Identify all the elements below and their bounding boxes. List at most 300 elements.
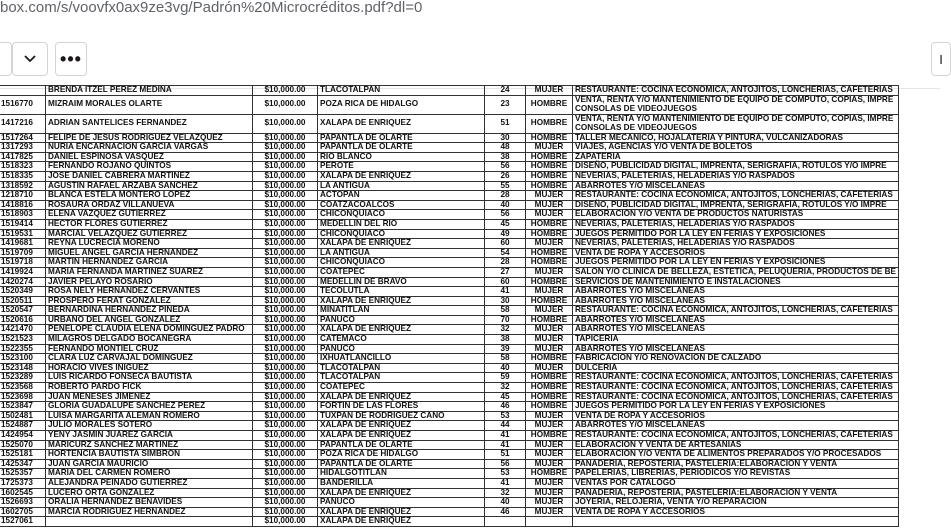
- row-id: [0, 86, 46, 96]
- row-activity: ELABORACION Y VENTA DE ARTESANIAS: [573, 440, 899, 450]
- row-municipality: COATZACOALCOS: [318, 200, 485, 210]
- row-sex: HOMBRE: [526, 162, 573, 172]
- row-name: ROBERTO PARDO FICK: [46, 383, 253, 393]
- row-activity: ZAPATERIA: [573, 152, 899, 162]
- row-age: 38: [485, 335, 526, 345]
- table-row: [0, 478, 899, 488]
- table-row: [0, 219, 899, 229]
- table-row: [0, 517, 899, 527]
- row-id: 1527061: [0, 517, 46, 527]
- row-id: 1517264: [0, 133, 46, 143]
- row-age: 32: [485, 325, 526, 335]
- row-sex: HOMBRE: [526, 219, 573, 229]
- row-age: 51: [485, 114, 526, 133]
- row-id: 1502481: [0, 411, 46, 421]
- row-name: MARIA DEL CARMEN ROMERO: [46, 469, 253, 479]
- row-amount: $10,000.00: [253, 373, 318, 383]
- row-age: 46: [485, 402, 526, 412]
- row-sex: HOMBRE: [526, 469, 573, 479]
- row-sex: HOMBRE: [526, 373, 573, 383]
- row-name: MIZRAIM MORALES OLARTE: [46, 95, 253, 114]
- row-amount: $10,000.00: [253, 219, 318, 229]
- row-amount: $10,000.00: [253, 411, 318, 421]
- viewer-toolbar: [0, 22, 943, 89]
- row-amount: $10,000.00: [253, 267, 318, 277]
- row-name: FERNANDO ROJANO QUINTOS: [46, 162, 253, 172]
- row-id: 1520349: [0, 287, 46, 297]
- row-name: ELENA VAZQUEZ GUTIERREZ: [46, 210, 253, 220]
- table-row: [0, 191, 899, 201]
- row-amount: $10,000.00: [253, 440, 318, 450]
- row-amount: $10,000.00: [253, 315, 318, 325]
- row-id: 1523698: [0, 392, 46, 402]
- row-activity: VENTA DE ROPA Y ACCESORIOS: [573, 411, 899, 421]
- row-id: 1421470: [0, 325, 46, 335]
- row-sex: MUJER: [526, 306, 573, 316]
- row-municipality: CHICONQUIACO: [318, 229, 485, 239]
- row-id: 1526693: [0, 498, 46, 508]
- table-row: [0, 114, 899, 133]
- row-municipality: PEROTE: [318, 162, 485, 172]
- row-age: 58: [485, 354, 526, 364]
- row-name: MIGUEL ANGEL GARCIA HERNANDEZ: [46, 248, 253, 258]
- row-name: JUAN GARCIA MAURICIO: [46, 459, 253, 469]
- row-age: 56: [485, 459, 526, 469]
- url-text[interactable]: box.com/s/voovfx0ax9ze3vg/Padrón%20Microcréditos.pdf?dl=0: [0, 0, 423, 16]
- row-municipality: MEDELLIN DE BRAVO: [318, 277, 485, 287]
- row-id: 1523568: [0, 383, 46, 393]
- row-sex: HOMBRE: [526, 258, 573, 268]
- row-amount: $10,000.00: [253, 421, 318, 431]
- row-municipality: PAPANTLA DE OLARTE: [318, 459, 485, 469]
- row-activity: RESTAURANTE: COCINA ECONOMICA, ANTOJITOS, LONCHERIAS, CAFETERIAS: [573, 431, 899, 441]
- row-name: MARICURZ SANCHEZ MARTINEZ: [46, 440, 253, 450]
- table-row: [0, 498, 899, 508]
- row-age: 32: [485, 383, 526, 393]
- row-municipality: TLACOTALPAN: [318, 373, 485, 383]
- row-municipality: XALAPA DE ENRIQUEZ: [318, 296, 485, 306]
- row-age: 41: [485, 478, 526, 488]
- row-municipality: LA ANTIGUA: [318, 248, 485, 258]
- table-row: [0, 171, 899, 181]
- row-amount: $10,000.00: [253, 478, 318, 488]
- row-amount: $10,000.00: [253, 239, 318, 249]
- row-activity: VENTA DE ROPA Y ACCESORIOS: [573, 248, 899, 258]
- row-name: REYNA LUCRECIA MORENO: [46, 239, 253, 249]
- row-age: 60: [485, 239, 526, 249]
- row-name: MARCIAL VELAZQUEZ GUTIERREZ: [46, 229, 253, 239]
- row-id: 1523100: [0, 354, 46, 364]
- row-sex: HOMBRE: [526, 402, 573, 412]
- row-activity: FABRICACION Y/O RENOVACION DE CALZADO: [573, 354, 899, 364]
- row-municipality: TLACOTALPAN: [318, 86, 485, 96]
- row-activity: RESTAURANTE: COCINA ECONOMICA, ANTOJITOS, LONCHERIAS, CAFETERIAS: [573, 373, 899, 383]
- row-amount: $10,000.00: [253, 171, 318, 181]
- row-id: 1525357: [0, 469, 46, 479]
- row-sex: MUJER: [526, 411, 573, 421]
- row-activity: RESTAURANTE: COCINA ECONOMICA, ANTOJITOS, LONCHERIAS, CAFETERIAS: [573, 86, 899, 96]
- row-sex: HOMBRE: [526, 248, 573, 258]
- row-municipality: IXHUATLANCILLO: [318, 354, 485, 364]
- row-amount: $10,000.00: [253, 258, 318, 268]
- row-activity: ABARROTES Y/O MISCELANEAS: [573, 344, 899, 354]
- row-amount: $10,000.00: [253, 507, 318, 517]
- row-name: FERNANDO MONTIEL CRUZ: [46, 344, 253, 354]
- row-activity: SALON Y/O CLINICA DE BELLEZA, ESTETICA, PELUQUERIA, PRODUCTOS DE BE: [573, 267, 899, 277]
- table-row: [0, 287, 899, 297]
- row-sex: MUJER: [526, 450, 573, 460]
- row-name: NURIA ENCARNACION GARCIA VARGAS: [46, 143, 253, 153]
- row-sex: MUJER: [526, 335, 573, 345]
- row-municipality: PANUCO: [318, 315, 485, 325]
- address-bar[interactable]: [0, 0, 940, 22]
- row-activity: [573, 517, 899, 527]
- row-name: MARTIN HERNANDEZ GARCIA: [46, 258, 253, 268]
- row-municipality: XALAPA DE ENRIQUEZ: [318, 517, 485, 527]
- table-row: [0, 383, 899, 393]
- row-id: 1523847: [0, 402, 46, 412]
- row-activity: NEVERIAS, PALETERIAS, HELADERIAS Y/O RASPADOS: [573, 219, 899, 229]
- row-municipality: ACTOPAN: [318, 191, 485, 201]
- row-municipality: POZA RICA DE HIDALGO: [318, 95, 485, 114]
- row-amount: $10,000.00: [253, 363, 318, 373]
- row-activity: SERVICIOS DE MANTENIMIENTO E INSTALACIONES: [573, 277, 899, 287]
- row-amount: $10,000.00: [253, 229, 318, 239]
- row-id: 1317293: [0, 143, 46, 153]
- row-name: HORTENCIA BAUTISTA SIMBRON: [46, 450, 253, 460]
- table-row: [0, 450, 899, 460]
- row-sex: MUJER: [526, 498, 573, 508]
- row-amount: $10,000.00: [253, 325, 318, 335]
- chevron-down-icon: [24, 55, 36, 63]
- row-activity: TALLER MECANICO, HOJALATERIA Y PINTURA, VULCANIZADORAS: [573, 133, 899, 143]
- row-amount: $10,000.00: [253, 191, 318, 201]
- table-row: [0, 143, 899, 153]
- row-sex: HOMBRE: [526, 133, 573, 143]
- row-id: 1725373: [0, 478, 46, 488]
- row-municipality: COATEPEC: [318, 267, 485, 277]
- row-id: 1424954: [0, 431, 46, 441]
- row-id: 1420274: [0, 277, 46, 287]
- row-age: 56: [485, 210, 526, 220]
- row-age: 23: [485, 95, 526, 114]
- row-activity: TAPICERIA: [573, 335, 899, 345]
- row-age: 60: [485, 277, 526, 287]
- row-municipality: XALAPA DE ENRIQUEZ: [318, 431, 485, 441]
- row-amount: $10,000.00: [253, 459, 318, 469]
- row-id: 1518903: [0, 210, 46, 220]
- row-municipality: XALAPA DE ENRIQUEZ: [318, 325, 485, 335]
- table-row: [0, 210, 899, 220]
- pdf-document-page[interactable]: [0, 85, 940, 529]
- beneficiaries-table: [0, 85, 899, 527]
- row-amount: $10,000.00: [253, 344, 318, 354]
- row-activity: VENTA, RENTA Y/O MANTENIMIENTO DE EQUIPO DE COMPUTO, COPIAS, IMPRE CONSOLAS DE VIDEOJUEGOS: [573, 95, 899, 114]
- row-municipality: MINATITLAN: [318, 306, 485, 316]
- previous-button[interactable]: [0, 42, 12, 76]
- row-sex: HOMBRE: [526, 383, 573, 393]
- table-row: [0, 258, 899, 268]
- row-name: JAVIER PELAYO ROSARIO: [46, 277, 253, 287]
- row-municipality: PAPANTLA DE OLARTE: [318, 133, 485, 143]
- row-age: 59: [485, 373, 526, 383]
- row-name: ALEJANDRA PEINADO GUTIERREZ: [46, 478, 253, 488]
- row-municipality: COATEPEC: [318, 383, 485, 393]
- row-name: LUCERO ORTA GONZALEZ: [46, 488, 253, 498]
- row-amount: $10,000.00: [253, 306, 318, 316]
- row-age: 40: [485, 363, 526, 373]
- row-activity: DISEÑO, PUBLICIDAD DIGITAL, IMPRENTA, SERIGRAFIA, ROTULOS Y/O IMPRE: [573, 162, 899, 172]
- row-sex: HOMBRE: [526, 392, 573, 402]
- row-municipality: HIDALGOTITLAN: [318, 469, 485, 479]
- row-activity: ABARROTES Y/O MISCELANEAS: [573, 325, 899, 335]
- row-id: 1419924: [0, 267, 46, 277]
- row-name: BERNARDINA HERNANDEZ PINEDA: [46, 306, 253, 316]
- row-amount: $10,000.00: [253, 517, 318, 527]
- row-id: 1602545: [0, 488, 46, 498]
- row-sex: MUJER: [526, 440, 573, 450]
- row-sex: MUJER: [526, 507, 573, 517]
- row-age: 58: [485, 306, 526, 316]
- row-age: 45: [485, 392, 526, 402]
- row-activity: JUEGOS PERMITIDO POR LA LEY EN FERIAS Y EXPOSICIONES: [573, 402, 899, 412]
- row-activity: PANADERIA, REPOSTERIA, PASTELERIA:ELABORACION Y VENTA: [573, 459, 899, 469]
- row-municipality: CATEMACO: [318, 335, 485, 345]
- row-activity: ABARROTES Y/O MISCELANEAS: [573, 287, 899, 297]
- row-name: MARIA FERNANDA MARTINEZ SUAREZ: [46, 267, 253, 277]
- row-amount: $10,000.00: [253, 86, 318, 96]
- row-sex: MUJER: [526, 488, 573, 498]
- row-activity: ABARROTES Y/O MISCELANEAS: [573, 181, 899, 191]
- row-amount: $10,000.00: [253, 498, 318, 508]
- row-amount: $10,000.00: [253, 335, 318, 345]
- row-amount: $10,000.00: [253, 181, 318, 191]
- row-age: 53: [485, 411, 526, 421]
- row-id: 1518335: [0, 171, 46, 181]
- row-sex: HOMBRE: [526, 181, 573, 191]
- row-amount: $10,000.00: [253, 488, 318, 498]
- table-row: [0, 306, 899, 316]
- row-age: [485, 517, 526, 527]
- row-activity: RESTAURANTE: COCINA ECONOMICA, ANTOJITOS, LONCHERIAS, CAFETERIAS: [573, 383, 899, 393]
- row-name: DANIEL ESPINOSA VASQUEZ: [46, 152, 253, 162]
- row-municipality: PANUCO: [318, 344, 485, 354]
- row-sex: MUJER: [526, 239, 573, 249]
- row-age: 41: [485, 440, 526, 450]
- row-name: PROSPERO FERAT GONZALEZ: [46, 296, 253, 306]
- row-age: 51: [485, 450, 526, 460]
- row-sex: MUJER: [526, 287, 573, 297]
- row-age: 44: [485, 421, 526, 431]
- row-age: 40: [485, 498, 526, 508]
- row-activity: VIAJES, AGENCIAS Y/O VENTA DE BOLETOS: [573, 143, 899, 153]
- row-name: MARCIA RODRIGUEZ HERNANDEZ: [46, 507, 253, 517]
- row-municipality: TLACOTALPAN: [318, 363, 485, 373]
- row-activity: NEVERIAS, PALETERIAS, HELADERIAS Y/O RASPADOS: [573, 239, 899, 249]
- side-panel-button[interactable]: I: [931, 42, 951, 76]
- row-id: 1525070: [0, 440, 46, 450]
- row-amount: $10,000.00: [253, 431, 318, 441]
- row-amount: $10,000.00: [253, 248, 318, 258]
- row-amount: $10,000.00: [253, 392, 318, 402]
- row-activity: PAPELERIAS, LIBRERIAS, PERIODICOS Y/O REVISTAS: [573, 469, 899, 479]
- row-municipality: XALAPA DE ENRIQUEZ: [318, 171, 485, 181]
- row-sex: HOMBRE: [526, 315, 573, 325]
- row-amount: $10,000.00: [253, 95, 318, 114]
- row-municipality: CHICONQUIACO: [318, 210, 485, 220]
- row-age: 54: [485, 248, 526, 258]
- row-id: 1318592: [0, 181, 46, 191]
- row-sex: MUJER: [526, 210, 573, 220]
- row-name: MILAGROS DELGADO BOCANEGRA: [46, 335, 253, 345]
- table-row: [0, 402, 899, 412]
- row-municipality: TECOLUTLA: [318, 287, 485, 297]
- row-id: 1524887: [0, 421, 46, 431]
- row-name: GLORIA GUADALUPE SANCHEZ PEREZ: [46, 402, 253, 412]
- row-sex: HOMBRE: [526, 277, 573, 287]
- row-name: ORALIA HERNANDEZ BENAVIDES: [46, 498, 253, 508]
- row-municipality: BANDERILLA: [318, 478, 485, 488]
- row-sex: MUJER: [526, 344, 573, 354]
- table-row: [0, 95, 899, 114]
- row-name: LUISA MARGARITA ALEMAN ROMERO: [46, 411, 253, 421]
- table-row: [0, 267, 899, 277]
- row-sex: MUJER: [526, 363, 573, 373]
- row-activity: ABARROTES Y/O MISCELANEAS: [573, 421, 899, 431]
- row-id: 1519709: [0, 248, 46, 258]
- row-name: JOSE DANIEL CABRERA MARTINEZ: [46, 171, 253, 181]
- row-id: 1519414: [0, 219, 46, 229]
- row-amount: $10,000.00: [253, 296, 318, 306]
- row-name: JULIO MORALES SOTERO: [46, 421, 253, 431]
- row-age: 26: [485, 171, 526, 181]
- row-sex: MUJER: [526, 459, 573, 469]
- row-municipality: XALAPA DE ENRIQUEZ: [318, 114, 485, 133]
- row-age: 30: [485, 133, 526, 143]
- row-activity: ABARROTES Y/O MISCELANEAS: [573, 296, 899, 306]
- row-amount: $10,000.00: [253, 383, 318, 393]
- row-age: 41: [485, 431, 526, 441]
- row-municipality: RIO BLANCO: [318, 152, 485, 162]
- row-municipality: XALAPA DE ENRIQUEZ: [318, 239, 485, 249]
- row-name: AGUSTIN RAFAEL ARZABA SANCHEZ: [46, 181, 253, 191]
- row-sex: MUJER: [526, 200, 573, 210]
- row-age: 41: [485, 287, 526, 297]
- row-id: 1417216: [0, 114, 46, 133]
- more-options-button[interactable]: •••: [55, 42, 87, 76]
- row-municipality: XALAPA DE ENRIQUEZ: [318, 488, 485, 498]
- table-row: [0, 507, 899, 517]
- row-sex: [526, 517, 573, 527]
- row-name: [46, 517, 253, 527]
- row-sex: HOMBRE: [526, 431, 573, 441]
- row-activity: JUEGOS PERMITIDO POR LA LEY EN FERIAS Y EXPOSICIONES: [573, 258, 899, 268]
- row-name: BLANCA ESTELA MONTERO LOPEZ: [46, 191, 253, 201]
- row-age: 24: [485, 86, 526, 96]
- row-amount: $10,000.00: [253, 287, 318, 297]
- row-id: 1519531: [0, 229, 46, 239]
- row-age: 30: [485, 296, 526, 306]
- row-age: 28: [485, 258, 526, 268]
- row-id: 1520616: [0, 315, 46, 325]
- download-dropdown-button[interactable]: [12, 42, 48, 76]
- row-name: BRENDA ITZEL PEREZ MEDINA: [46, 86, 253, 96]
- row-municipality: MEDELLIN DEL RIO: [318, 219, 485, 229]
- row-id: 1522355: [0, 344, 46, 354]
- row-activity: DULCERIA: [573, 363, 899, 373]
- row-sex: HOMBRE: [526, 95, 573, 114]
- row-amount: $10,000.00: [253, 114, 318, 133]
- row-name: YENY JASMIN JUAREZ GARCIA: [46, 431, 253, 441]
- row-municipality: XALAPA DE ENRIQUEZ: [318, 421, 485, 431]
- row-municipality: CHICONQUIACO: [318, 258, 485, 268]
- row-id: 1516770: [0, 95, 46, 114]
- row-name: PENELOPE CLAUDIA ELENA DOMINGUEZ PADRO: [46, 325, 253, 335]
- row-activity: DISEÑO, PUBLICIDAD DIGITAL, IMPRENTA, SERIGRAFIA, ROTULOS Y/O IMPRE: [573, 200, 899, 210]
- row-id: 1520511: [0, 296, 46, 306]
- row-id: 1519718: [0, 258, 46, 268]
- row-amount: $10,000.00: [253, 402, 318, 412]
- row-sex: MUJER: [526, 191, 573, 201]
- row-municipality: POZA RICA DE HIDALGO: [318, 450, 485, 460]
- row-name: HORACIO VIVES INIGUEZ: [46, 363, 253, 373]
- row-sex: MUJER: [526, 421, 573, 431]
- row-activity: VENTA, RENTA Y/O MANTENIMIENTO DE EQUIPO DE COMPUTO, COPIAS, IMPRE CONSOLAS DE VIDEOJUEGOS: [573, 114, 899, 133]
- table-row: [0, 431, 899, 441]
- row-activity: RESTAURANTE: COCINA ECONOMICA, ANTOJITOS, LONCHERIAS, CAFETERIAS: [573, 392, 899, 402]
- row-sex: HOMBRE: [526, 229, 573, 239]
- row-amount: $10,000.00: [253, 469, 318, 479]
- row-sex: MUJER: [526, 478, 573, 488]
- row-sex: MUJER: [526, 86, 573, 96]
- row-sex: HOMBRE: [526, 114, 573, 133]
- row-name: CLARA LUZ CARVAJAL DOMINGUEZ: [46, 354, 253, 364]
- row-activity: RESTAURANTE: COCINA ECONOMICA, ANTOJITOS, LONCHERIAS, CAFETERIAS: [573, 191, 899, 201]
- row-sex: MUJER: [526, 325, 573, 335]
- row-id: 1419681: [0, 239, 46, 249]
- row-id: 1520547: [0, 306, 46, 316]
- row-activity: PANADERIA, REPOSTERIA, PASTELERIA:ELABORACION Y VENTA: [573, 488, 899, 498]
- row-id: 1521523: [0, 335, 46, 345]
- row-id: 1418816: [0, 200, 46, 210]
- row-name: ROSAURA ORDAZ VILLANUEVA: [46, 200, 253, 210]
- row-sex: HOMBRE: [526, 171, 573, 181]
- row-id: 1417825: [0, 152, 46, 162]
- table-row: [0, 239, 899, 249]
- row-age: 40: [485, 200, 526, 210]
- row-name: HECTOR FLORES GUTIERREZ: [46, 219, 253, 229]
- row-sex: MUJER: [526, 143, 573, 153]
- row-municipality: FORTIN DE LAS FLORES: [318, 402, 485, 412]
- row-sex: HOMBRE: [526, 296, 573, 306]
- row-sex: HOMBRE: [526, 152, 573, 162]
- row-amount: $10,000.00: [253, 450, 318, 460]
- row-id: 1523289: [0, 373, 46, 383]
- row-age: 39: [485, 344, 526, 354]
- row-id: 1602705: [0, 507, 46, 517]
- row-amount: $10,000.00: [253, 200, 318, 210]
- row-name: FELIPE DE JESUS RODRIGUEZ VELAZQUEZ: [46, 133, 253, 143]
- row-age: 32: [485, 488, 526, 498]
- row-age: 49: [485, 229, 526, 239]
- row-name: ADRIAN SANTELICES FERNANDEZ: [46, 114, 253, 133]
- row-id: 1525181: [0, 450, 46, 460]
- row-id: 1523148: [0, 363, 46, 373]
- row-age: 46: [485, 507, 526, 517]
- row-name: ROSA NELY HERNANDEZ CERVANTES: [46, 287, 253, 297]
- row-activity: ABARROTES Y/O MISCELANEAS: [573, 315, 899, 325]
- row-id: 1218710: [0, 191, 46, 201]
